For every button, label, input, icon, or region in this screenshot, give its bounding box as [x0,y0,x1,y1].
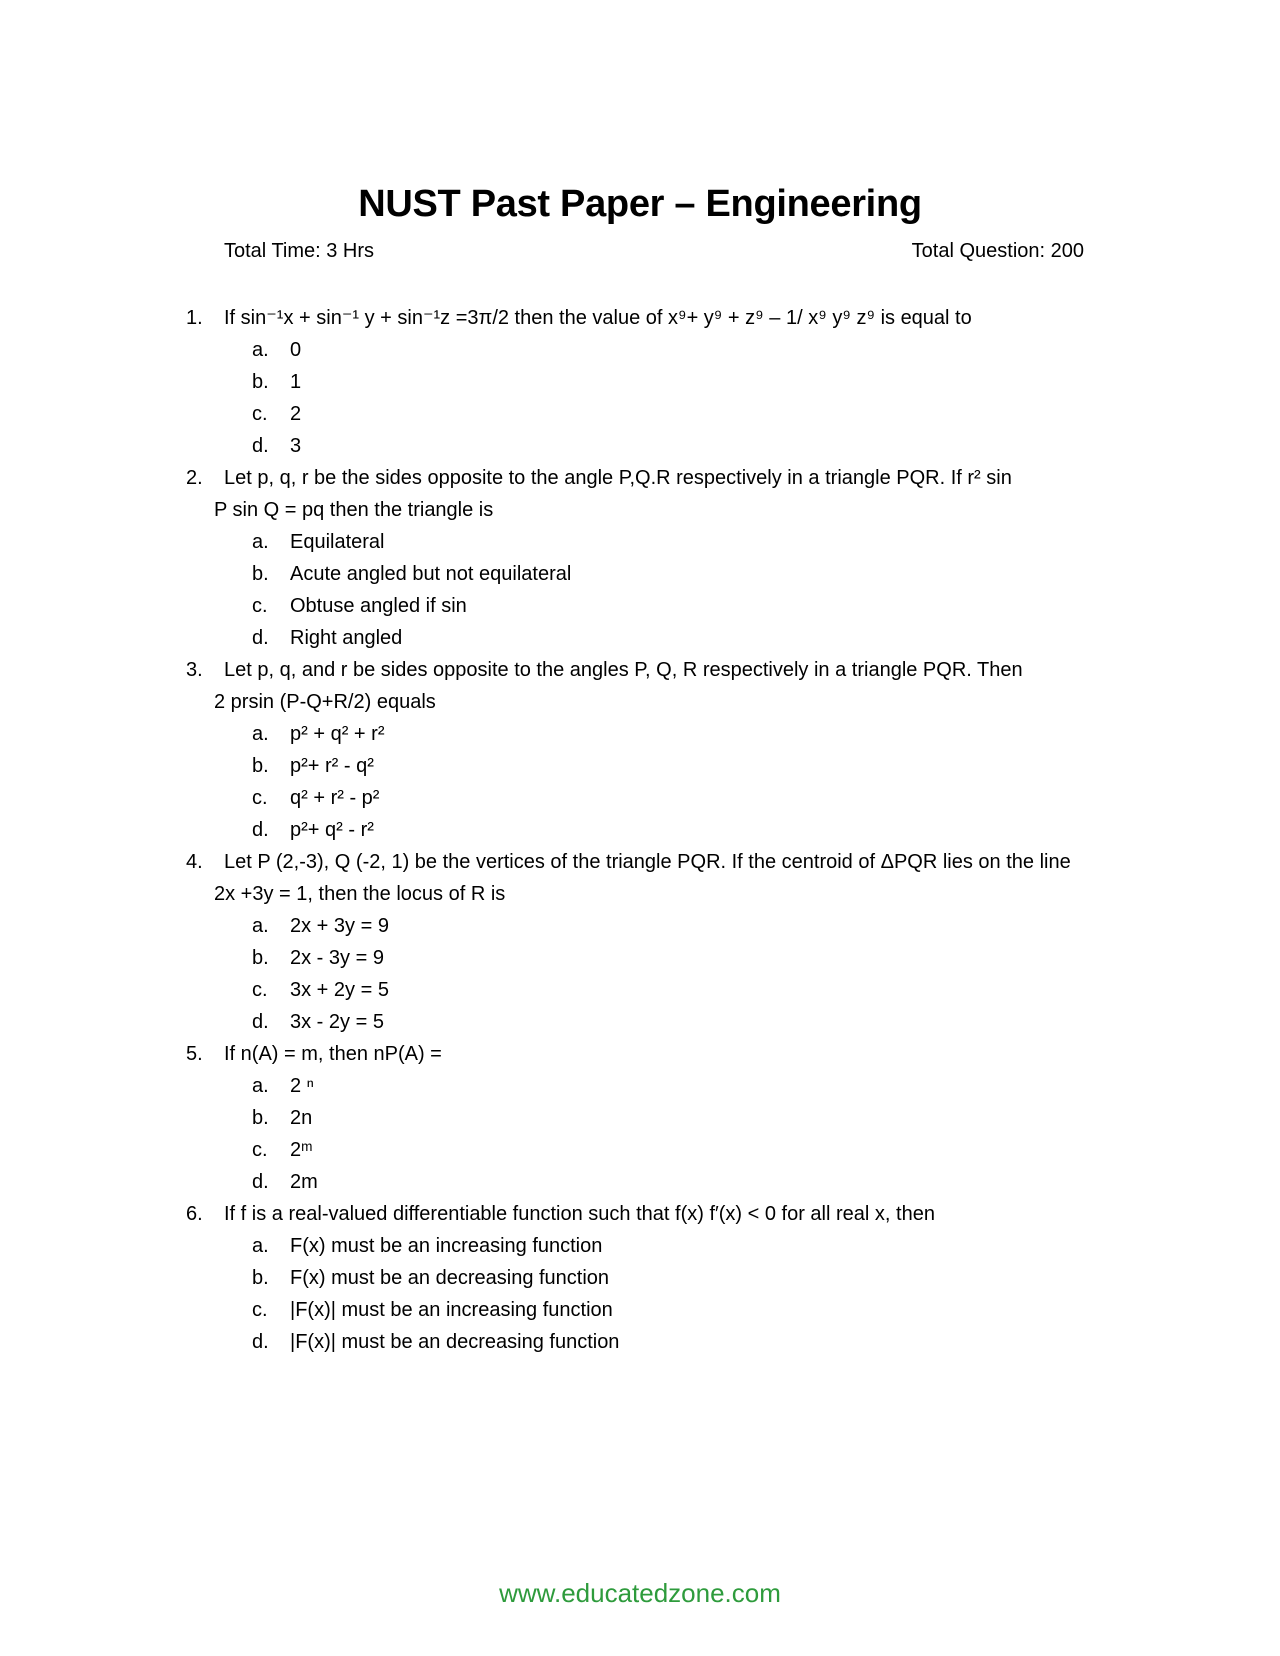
option-text: 2ᵐ [290,1139,313,1161]
question-number: 1. [186,307,203,329]
option-letter: d. [252,1171,269,1193]
question-line [0,1038,1280,1070]
option-letter: c. [252,787,268,809]
option-letter: b. [252,563,269,585]
answer-option [0,974,1280,1006]
option-text: Right angled [290,627,403,649]
option-letter: b. [252,371,269,393]
option-text: 3x + 2y = 5 [290,979,389,1001]
question-line [0,846,1280,878]
option-text: |F(x)| must be an decreasing function [290,1331,620,1353]
answer-option [0,942,1280,974]
option-letter: a. [252,531,269,553]
answer-option [0,750,1280,782]
answer-option [0,366,1280,398]
answer-option [0,1262,1280,1294]
option-text: 1 [290,371,302,393]
option-letter: c. [252,403,268,425]
question-number: 2. [186,467,203,489]
option-letter: a. [252,915,269,937]
option-letter: c. [252,979,268,1001]
option-text: F(x) must be an decreasing function [290,1267,610,1289]
question-line [0,1198,1280,1230]
option-text: 2x + 3y = 9 [290,915,389,937]
question-number: 3. [186,659,203,681]
answer-option [0,1102,1280,1134]
question-line [0,494,1280,526]
question-text: 2x +3y = 1, then the locus of R is [214,883,506,905]
question-line [0,302,1280,334]
answer-option [0,1326,1280,1358]
question-list [0,302,1280,1358]
answer-option [0,1070,1280,1102]
option-text: p² + q² + r² [290,723,385,745]
answer-option [0,1006,1280,1038]
option-letter: d. [252,1011,269,1033]
option-text: q² + r² - p² [290,787,380,809]
option-text: 0 [290,339,302,361]
option-text: 2 ⁿ [290,1075,314,1097]
option-letter: a. [252,1075,269,1097]
question-text: Let p, q, and r be sides opposite to the angles P, Q, R respectively in a triangle PQR. Then [224,659,1023,681]
answer-option [0,334,1280,366]
total-questions: Total Question: 200 [911,240,1084,262]
option-letter: a. [252,723,269,745]
option-letter: b. [252,1107,269,1129]
option-text: 2m [290,1171,318,1193]
option-text: p²+ q² - r² [290,819,374,841]
option-letter: b. [252,1267,269,1289]
answer-option [0,1134,1280,1166]
option-text: 3 [290,435,302,457]
answer-option [0,1166,1280,1198]
option-text: Obtuse angled if sin [290,595,467,617]
answer-option [0,1294,1280,1326]
option-text: 2x - 3y = 9 [290,947,384,969]
option-letter: b. [252,947,269,969]
answer-option [0,910,1280,942]
page-title: NUST Past Paper – Engineering [358,183,922,225]
option-letter: c. [252,1139,268,1161]
question-text: If sin⁻¹x + sin⁻¹ y + sin⁻¹z =3π/2 then the value of x⁹+ y⁹ + z⁹ – 1/ x⁹ y⁹ z⁹ is equal to [224,307,972,329]
option-letter: d. [252,435,269,457]
answer-option [0,398,1280,430]
option-text: |F(x)| must be an increasing function [290,1299,613,1321]
answer-option [0,430,1280,462]
option-text: F(x) must be an increasing function [290,1235,603,1257]
question-text: Let P (2,-3), Q (-2, 1) be the vertices of the triangle PQR. If the centroid of ΔPQR lies on the line [224,851,1071,873]
option-text: 3x - 2y = 5 [290,1011,384,1033]
answer-option [0,526,1280,558]
total-time: Total Time: 3 Hrs [224,240,375,262]
question-number: 6. [186,1203,203,1225]
question-line [0,878,1280,910]
answer-option [0,718,1280,750]
question-text: P sin Q = pq then the triangle is [214,499,494,521]
answer-option [0,558,1280,590]
answer-option [0,622,1280,654]
option-text: p²+ r² - q² [290,755,374,777]
question-line [0,686,1280,718]
option-text: Equilateral [290,531,385,553]
answer-option [0,814,1280,846]
answer-option [0,590,1280,622]
option-letter: d. [252,819,269,841]
question-text: 2 prsin (P-Q+R/2) equals [214,691,436,713]
option-letter: a. [252,339,269,361]
option-letter: b. [252,755,269,777]
question-number: 4. [186,851,203,873]
option-text: 2n [290,1107,313,1129]
question-line [0,462,1280,494]
option-letter: a. [252,1235,269,1257]
answer-option [0,782,1280,814]
option-letter: c. [252,595,268,617]
question-text: If n(A) = m, then nP(A) = [224,1043,442,1065]
question-text: Let p, q, r be the sides opposite to the angle P,Q.R respectively in a triangle PQR. If r² sin [224,467,1012,489]
option-text: Acute angled but not equilateral [290,563,572,585]
option-text: 2 [290,403,302,425]
question-line [0,654,1280,686]
question-number: 5. [186,1043,203,1065]
footer-website-link[interactable]: www.educatedzone.com [499,1578,781,1608]
question-text: If f is a real-valued differentiable function such that f(x) f′(x) < 0 for all real x, then [224,1203,935,1225]
option-letter: d. [252,627,269,649]
option-letter: d. [252,1331,269,1353]
answer-option [0,1230,1280,1262]
option-letter: c. [252,1299,268,1321]
